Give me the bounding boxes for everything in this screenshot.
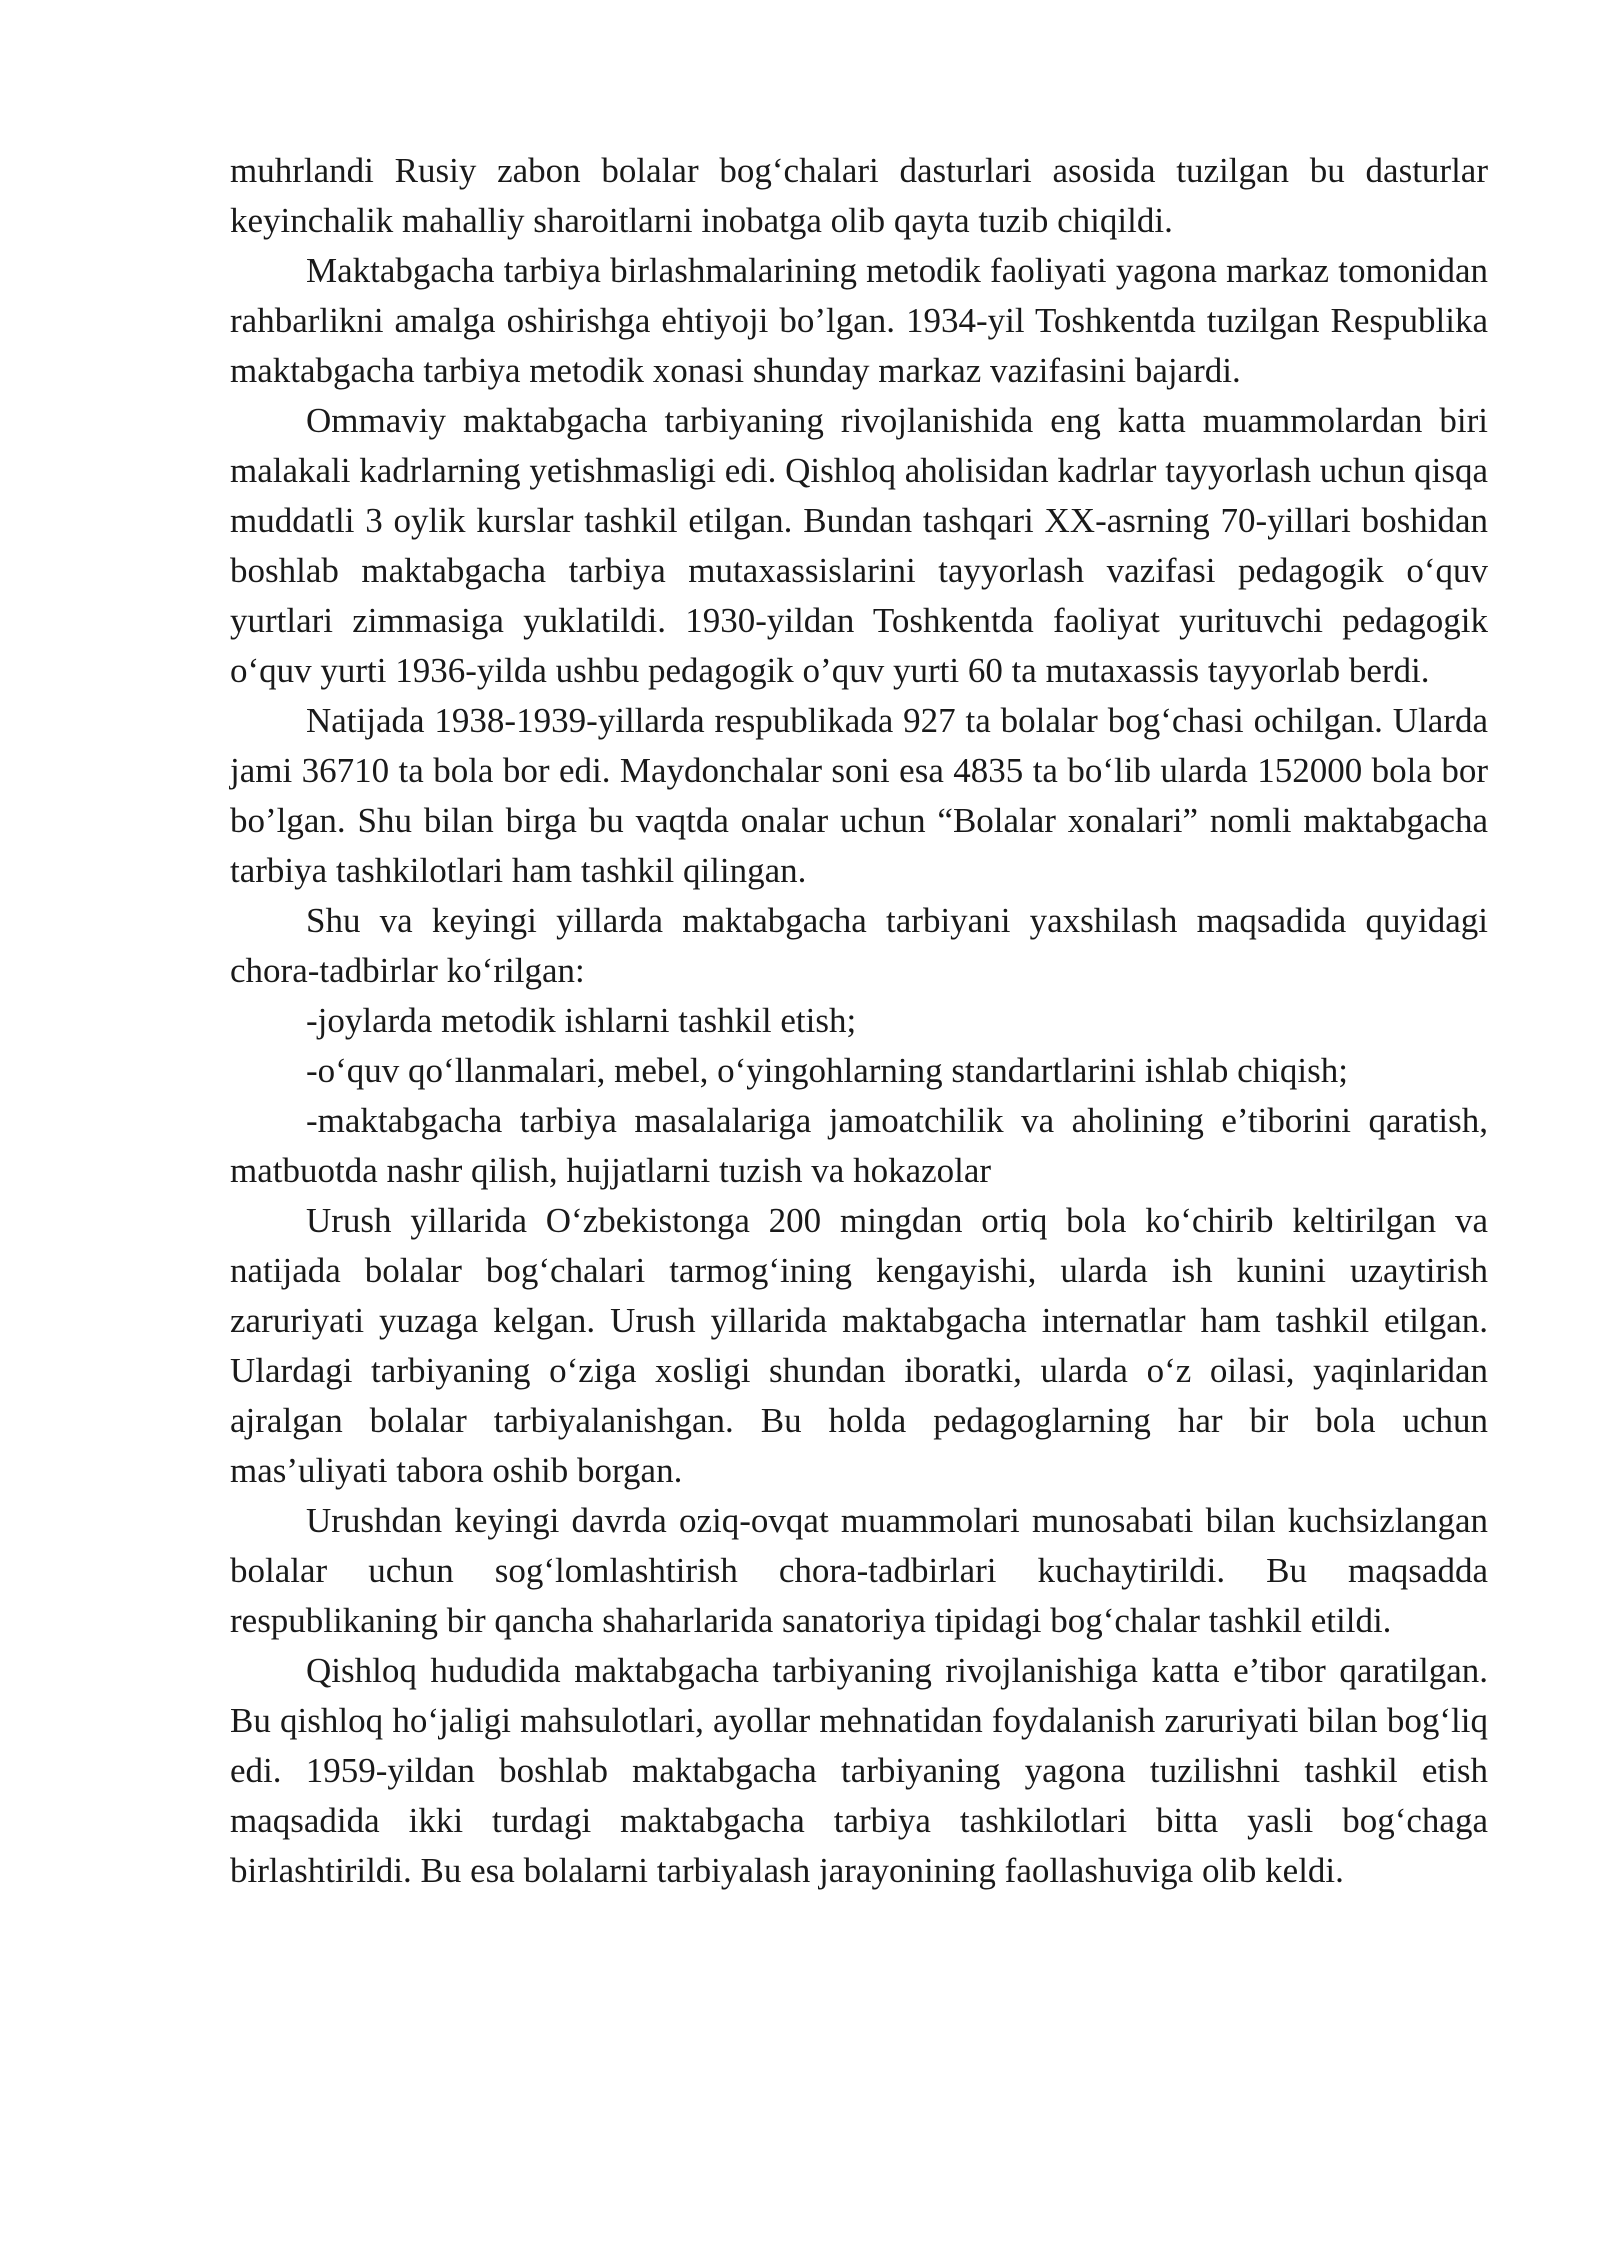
paragraph-methodical-center: Maktabgacha tarbiya birlashmalarining metodik faoliyati yagona markaz tomonidan rahbarlikni amalga oshirishga ehtiyoji bo’lgan. 1934-yil Toshkentda tuzilgan Respublika maktabgacha tarbiya metodik xonasi shunday markaz vazifasini bajardi. <box>230 251 1488 390</box>
paragraph-continuation: muhrlandi Rusiy zabon bolalar bog‘chalari dasturlari asosida tuzilgan bu dasturlar keyinchalik mahalliy sharoitlarni inobatga olib qayta tuzib chiqildi. <box>230 151 1488 240</box>
document-page <box>230 146 1488 1896</box>
paragraph-rural-areas: Qishloq hududida maktabgacha tarbiyaning rivojlanishiga katta e’tibor qaratilgan. Bu qishloq ho‘jaligi mahsulotlari, ayollar mehnatidan foydalanish zaruriyati bilan bog‘liq edi. 1959-yildan boshlab maktabgacha tarbiyaning yagona tuzilishni tashkil etish maqsadida ikki turdagi maktabgacha tarbiya tashkilotlari bitta yasli bog‘chaga birlashtirildi. Bu esa bolalarni tarbiyalash jarayonining faollashuviga olib keldi. <box>230 1651 1488 1890</box>
paragraph-post-war: Urushdan keyingi davrda oziq-ovqat muammolari munosabati bilan kuchsizlangan bolalar uchun sog‘lomlashtirish chora-tadbirlari kuchaytirildi. Bu maqsadda respublikaning bir qancha shaharlarida sanatoriya tipidagi bog‘chalar tashkil etildi. <box>230 1501 1488 1640</box>
list-item-standards: -o‘quv qo‘llanmalari, mebel, o‘yingohlarning standartlarini ishlab chiqish; <box>306 1051 1348 1090</box>
list-item-public-attention: -maktabgacha tarbiya masalalariga jamoatchilik va aholining e’tiborini qaratish, matbuotda nashr qilish, hujjatlarni tuzish va hokazolar <box>230 1101 1488 1190</box>
paragraph-results-1938: Natijada 1938-1939-yillarda respublikada 927 ta bolalar bog‘chasi ochilgan. Ularda jami 36710 ta bola bor edi. Maydonchalar soni esa 4835 ta bo‘lib ularda 152000 bola bor bo’lgan. Shu bilan birga bu vaqtda onalar uchun “Bolalar xonalari” nomli maktabgacha tarbiya tashkilotlari ham tashkil qilingan. <box>230 701 1488 890</box>
paragraph-measures-intro: Shu va keyingi yillarda maktabgacha tarbiyani yaxshilash maqsadida quyidagi chora-tadbirlar ko‘rilgan: <box>230 901 1488 990</box>
list-item-methodical-work: -joylarda metodik ishlarni tashkil etish; <box>306 1001 857 1040</box>
paragraph-staff-training: Ommaviy maktabgacha tarbiyaning rivojlanishida eng katta muammolardan biri malakali kadrlarning yetishmasligi edi. Qishloq aholisidan kadrlar tayyorlash uchun qisqa muddatli 3 oylik kurslar tashkil etilgan. Bundan tashqari XX-asrning 70-yillari boshidan boshlab maktabgacha tarbiya mutaxassislarini tayyorlash vazifasi pedagogik o‘quv yurtlari zimmasiga yuklatildi. 1930-yildan Toshkentda faoliyat yurituvchi pedagogik o‘quv yurti 1936-yilda ushbu pedagogik o’quv yurti 60 ta mutaxassis tayyorlab berdi. <box>230 401 1488 690</box>
paragraph-war-years: Urush yillarida O‘zbekistonga 200 mingdan ortiq bola ko‘chirib keltirilgan va natijada bolalar bog‘chalari tarmog‘ining kengayishi, ularda ish kunini uzaytirish zaruriyati yuzaga kelgan. Urush yillarida maktabgacha internatlar ham tashkil etilgan. Ulardagi tarbiyaning o‘ziga xosligi shundan iboratki, ularda o‘z oilasi, yaqinlaridan ajralgan bolalar tarbiyalanishgan. Bu holda pedagoglarning har bir bola uchun mas’uliyati tabora oshib borgan. <box>230 1201 1488 1490</box>
